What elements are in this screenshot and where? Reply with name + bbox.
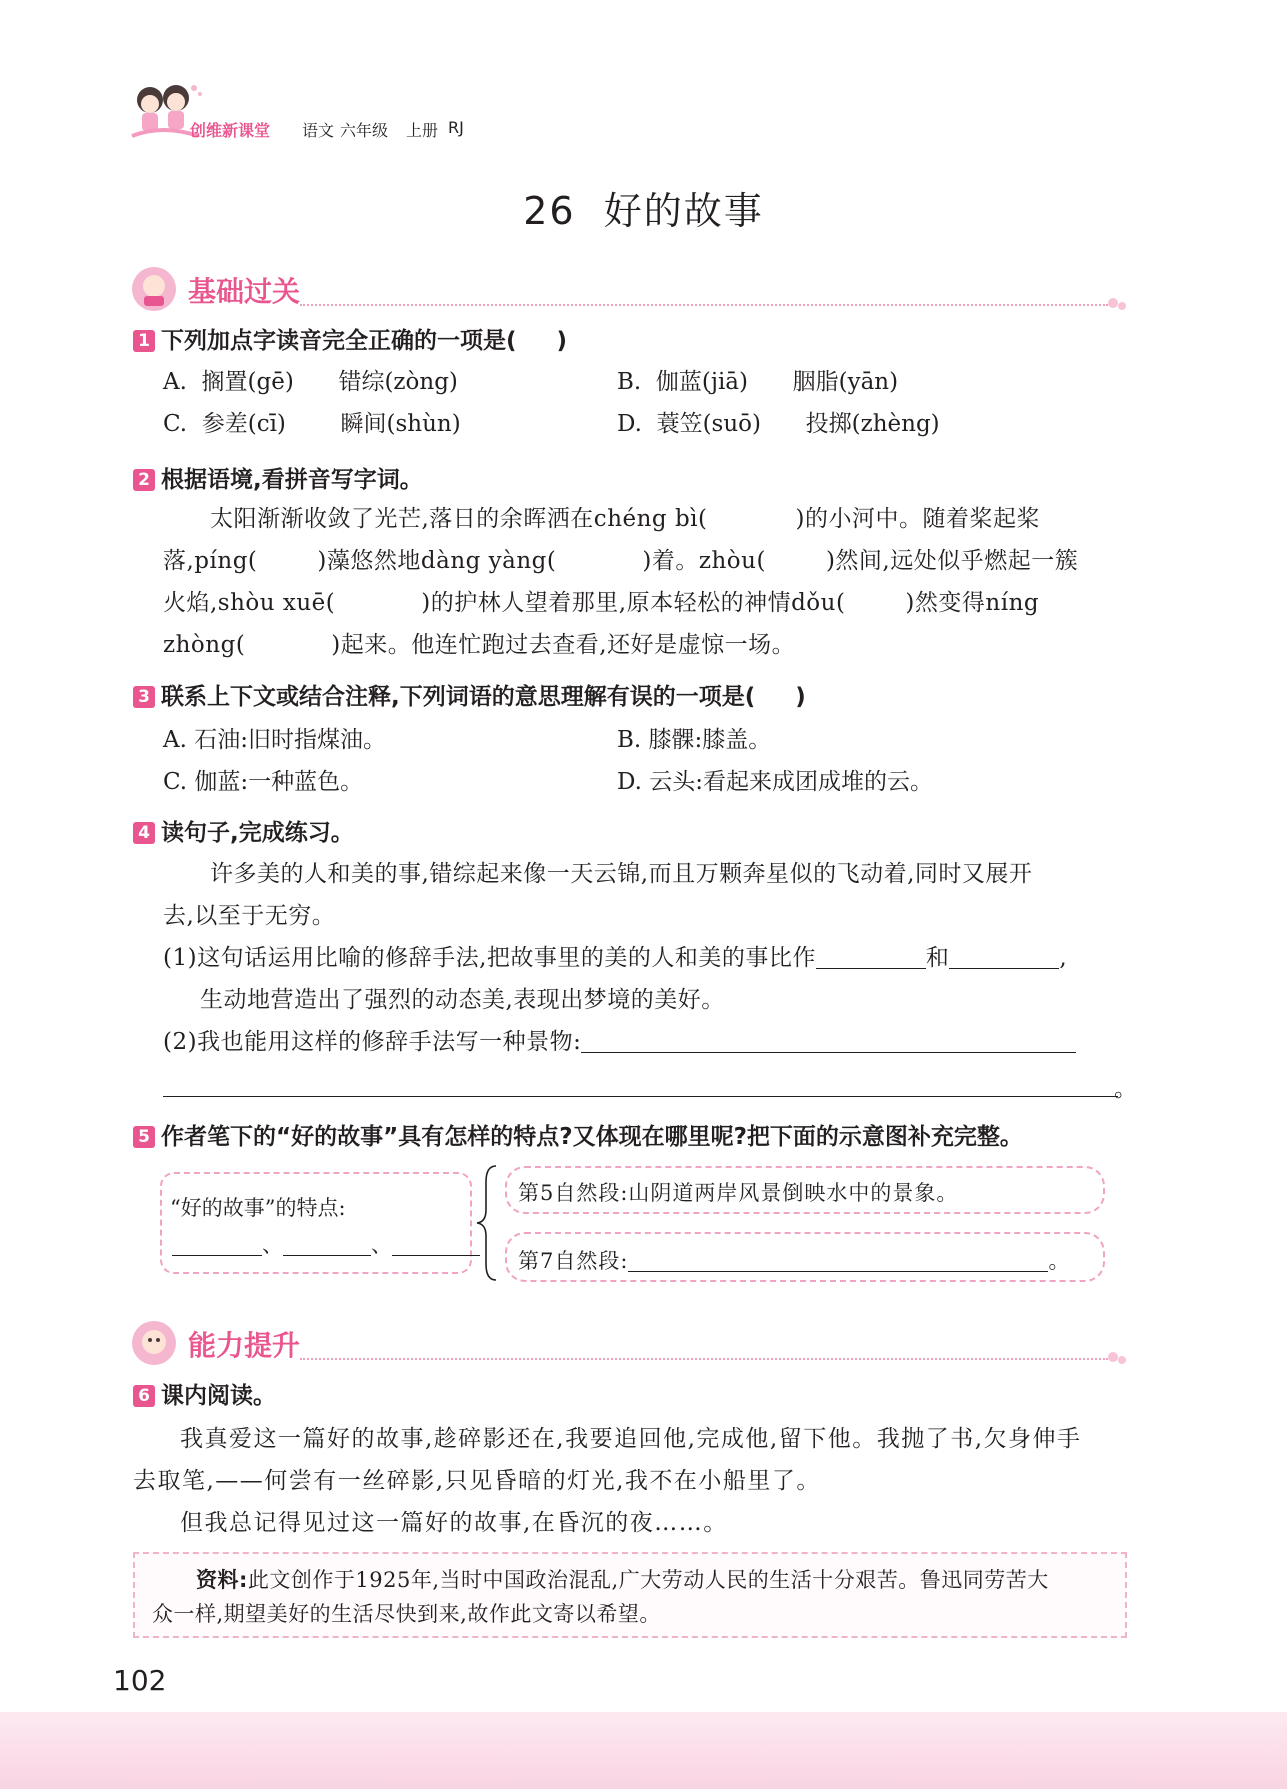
reference-note-line-2: 众一样,期望美好的生活尽快到来,故作此文寄以希望。: [152, 1602, 661, 1626]
question-number: 4: [133, 822, 155, 844]
section-badge-icon: [130, 1320, 180, 1366]
subject: 语文: [302, 121, 335, 140]
q3-option-d[interactable]: D. 云头:看起来成团成堆的云。: [617, 769, 933, 795]
q1-b-word1: 伽蓝(jiā): [655, 369, 748, 395]
q1-option-b[interactable]: B. 伽蓝(jiā) 胭脂(yān): [617, 369, 899, 395]
feature-box: [160, 1172, 472, 1274]
series-name: 创维新课堂: [190, 121, 271, 140]
divider-end-dots: [1108, 1350, 1128, 1366]
question-number: 1: [133, 330, 155, 352]
q4-passage-line-2: 去,以至于无穷。: [163, 903, 336, 929]
q1-c-word2: 瞬间(shùn): [340, 411, 461, 437]
q2-line-4: zhòng( )起来。他连忙跑过去查看,还好是虚惊一场。: [163, 632, 796, 658]
question-number: 6: [133, 1385, 155, 1407]
section-title-advanced: 能力提升: [188, 1329, 301, 1362]
q4-period: 。: [1114, 1076, 1138, 1102]
q2-line-3: 火焰,shòu xuē( )的护林人望着那里,原本轻松的神情dǒu( )然变得níng: [163, 590, 1040, 616]
q1-c-word1: 参差(cī): [201, 411, 286, 437]
feature-blanks: 、 、: [172, 1232, 480, 1258]
q4-sub1: (1)这句话运用比喻的修辞手法,把故事里的美的人和美的事比作 和 ,: [163, 945, 1068, 971]
section-divider: [300, 1358, 1108, 1360]
question-number: 3: [133, 686, 155, 708]
question-number: 5: [133, 1126, 155, 1148]
edition: RJ: [448, 118, 464, 137]
reading-line-2: 去取笔,——何尝有一丝碎影,只见昏暗的灯光,我不在小船里了。: [133, 1468, 821, 1494]
q1-option-c[interactable]: C. 参差(cī) 瞬间(shùn): [163, 411, 461, 437]
question-number: 2: [133, 469, 155, 491]
divider-end-dots: [1108, 296, 1128, 312]
answer-blank[interactable]: [283, 1235, 371, 1256]
paragraph-5-text: 第5自然段:山阴道两岸风景倒映水中的景象。: [518, 1181, 959, 1205]
volume: 上册: [406, 121, 439, 140]
answer-blank[interactable]: [628, 1251, 1048, 1272]
footer-band: [0, 1712, 1287, 1789]
q1-option-a[interactable]: A. 搁置(gē) 错综(zòng): [163, 369, 458, 395]
reading-line-3: 但我总记得见过这一篇好的故事,在昏沉的夜……。: [180, 1510, 728, 1536]
lesson-title: 26 好的故事: [523, 189, 764, 233]
grade: 六年级: [340, 121, 389, 140]
q3-option-a[interactable]: A. 石油:旧时指煤油。: [163, 727, 386, 753]
q4-prompt: 读句子,完成练习。: [161, 820, 354, 846]
q3-prompt: 联系上下文或结合注释,下列词语的意思理解有误的一项是( ): [161, 684, 806, 710]
q1-a-word2: 错综(zòng): [338, 369, 458, 395]
section-badge-icon: [130, 266, 180, 312]
paragraph-7-text: 第7自然段: 。: [518, 1249, 1071, 1273]
page-number: 102: [113, 1664, 167, 1697]
q5-prompt: 作者笔下的“好的故事”具有怎样的特点?又体现在哪里呢?把下面的示意图补充完整。: [161, 1124, 1023, 1150]
q1-prompt: 下列加点字读音完全正确的一项是( ): [161, 328, 568, 354]
q1-option-d[interactable]: D. 蓑笠(suō) 投掷(zhèng): [617, 411, 940, 437]
answer-blank[interactable]: [172, 1235, 262, 1256]
q3-option-c[interactable]: C. 伽蓝:一种蓝色。: [163, 769, 364, 795]
q1-a-word1: 搁置(gē): [201, 369, 294, 395]
header: [120, 80, 520, 150]
q2-line-1: 太阳渐渐收敛了光芒,落日的余晖洒在chéng bì( )的小河中。随着桨起桨: [210, 506, 1041, 532]
q1-d-word2: 投掷(zhèng): [805, 411, 940, 437]
q6-prompt: 课内阅读。: [161, 1383, 276, 1409]
reference-note-line-1: 资料:此文创作于1925年,当时中国政治混乱,广大劳动人民的生活十分艰苦。鲁迅同劳苦大: [196, 1568, 1049, 1592]
answer-blank[interactable]: [949, 944, 1059, 969]
brace-connector: [474, 1162, 504, 1284]
q2-prompt: 根据语境,看拼音写字词。: [161, 467, 423, 493]
q1-d-word1: 蓑笠(suō): [656, 411, 761, 437]
q3-option-b[interactable]: B. 膝髁:膝盖。: [617, 727, 772, 753]
q4-passage-line-1: 许多美的人和美的事,错综起来像一天云锦,而且万颗奔星似的飞动着,同时又展开: [210, 861, 1033, 887]
answer-blank[interactable]: [581, 1028, 1076, 1053]
q4-sub1-cont: 生动地营造出了强烈的动态美,表现出梦境的美好。: [200, 987, 725, 1013]
answer-line[interactable]: [163, 1096, 1118, 1097]
reading-line-1: 我真爱这一篇好的故事,趁碎影还在,我要追回他,完成他,留下他。我抛了书,欠身伸手: [180, 1426, 1082, 1452]
feature-box-title: “好的故事”的特点:: [170, 1196, 346, 1220]
q2-line-2: 落,píng( )藻悠然地dàng yàng( )着。zhòu( )然间,远处似乎燃起一簇: [163, 548, 1079, 574]
q1-b-word2: 胭脂(yān): [792, 369, 899, 395]
section-title-basic: 基础过关: [188, 275, 301, 308]
answer-blank[interactable]: [816, 944, 926, 969]
answer-blank[interactable]: [392, 1235, 480, 1256]
section-divider: [300, 304, 1108, 306]
q4-sub2: (2)我也能用这样的修辞手法写一种景物:: [163, 1021, 1076, 1063]
